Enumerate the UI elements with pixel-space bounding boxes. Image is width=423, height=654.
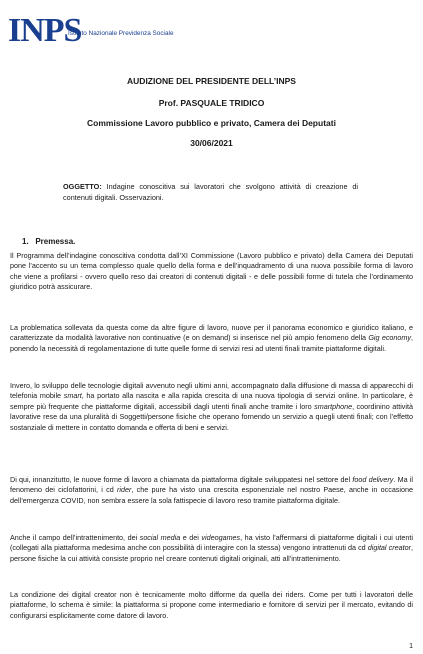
section-title: Premessa. <box>35 237 76 246</box>
subject-label: OGGETTO: <box>63 182 102 191</box>
title-line-1: AUDIZIONE DEL PRESIDENTE DELL’INPS <box>127 76 296 86</box>
section-number: 1. <box>22 237 29 246</box>
inps-logo <box>8 8 82 50</box>
section-heading <box>22 237 75 246</box>
subject-text: Indagine conoscitiva sui lavoratori che svolgono attività di creazione di contenuti digitali. Osservazioni. <box>63 182 358 202</box>
paragraph-4: Di qui, innanzitutto, le nuove forme di lavoro a chiamata da piattaforma digitale sviluppatesi nel settore del food delivery. Ma il fenomeno dei ciclofattorini, i cd rider, che pure ha visto una crescita esponenziale nel nostro Paese, anche in occasione dell’emergenza COVID, non sembra essere la sola fattispecie di lavoro reso tramite piattaforma digitale. <box>10 475 414 505</box>
subject-block <box>63 181 358 203</box>
title-line-3: Commissione Lavoro pubblico e privato, Camera dei Deputati <box>87 118 336 128</box>
inps-logo-text: INPS <box>8 12 82 49</box>
title-line-2: Prof. PASQUALE TRIDICO <box>158 98 265 108</box>
institute-name: Istituto Nazionale Previdenza Sociale <box>68 30 174 37</box>
page-number: 1 <box>409 643 413 650</box>
paragraph-1: Il Programma dell’indagine conoscitiva condotta dall’XI Commissione (Lavoro pubblico e privato) della Camera dei Deputati pone l’accento su un tema complesso quale quello della forma e dell’inquadramento di una nuova possibile forma di lavoro che viene a profilarsi - ovvero quello reso dai creatori di contenuti digitali - e delle possibili forme di tutela che l’ordinamento giuridico potrà assicurare. <box>10 251 413 292</box>
paragraph-2: La problematica sollevata da questa come da altre figure di lavoro, nuove per il panorama economico e giuridico italiano, e caratterizzate da modalità lavorative non continuative (e on demand) si inserisce nel più ampio fenomeno della Gig economy, ponendo la necessità di regolamentazione di tutte quelle forme di servizi resi ad utenti finali tramite piattaforme digitali. <box>10 323 413 353</box>
paragraph-3: Invero, lo sviluppo delle tecnologie digitali avvenuto negli ultimi anni, accompagnato dalla diffusione di massa di apparecchi di telefonia mobile smart, ha portato alla nascita e alla rapida crescita di una nuova tipologia di servizi online. In particolare, è sempre più frequente che piattaforme digitali, accessibili dagli utenti finali anche tramite i loro smartphone, coordinino attività lavorative rese da una pluralità di Soggetti/persone fisiche che operano fornendo un servizio a quegli utenti finali; con l’effetto sostanziale di mettere in contatto domanda e offerta di beni e servizi. <box>10 381 413 432</box>
document-date: 30/06/2021 <box>190 138 233 148</box>
paragraph-6: La condizione dei digital creator non è tecnicamente molto difforme da quella dei riders. Come per tutti i lavoratori delle piattaforme, lo schema è simile: la piattaforma si propone come intermediario e fornitore di servizi per il mercato, evitando di configurarsi esplicitamente come datore di lavoro. <box>10 590 413 620</box>
paragraph-5: Anche il campo dell’intrattenimento, dei social media e dei videogames, ha visto l’affermarsi di piattaforme digitali i cui utenti (collegati alla piattaforma medesima anche con possibilità di interagire con la stessa) vengono intrattenuti da cd digital creator, persone fisiche la cui attività consiste proprio nel creare contenuti digitali originali, atti all’intrattenimento. <box>10 533 413 563</box>
